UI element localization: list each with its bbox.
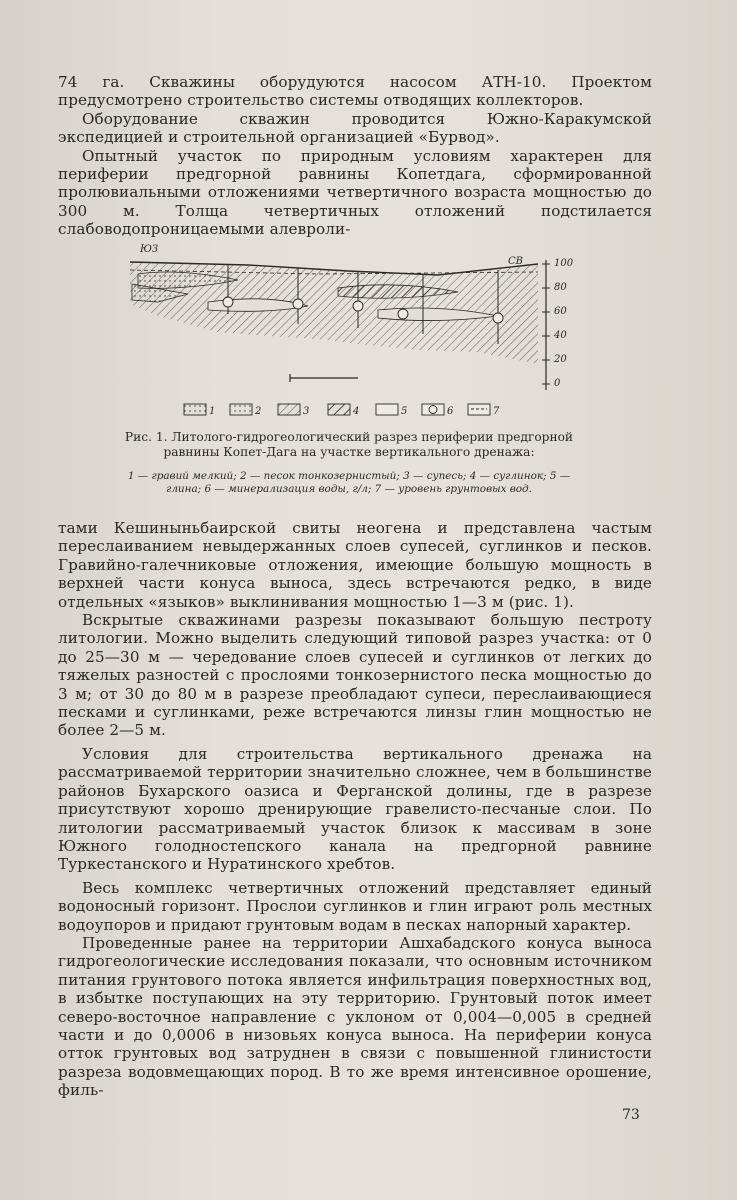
legend-number: 3 <box>303 406 310 417</box>
legend-number: 4 <box>353 406 360 417</box>
scale-tick: 40 <box>554 330 567 341</box>
figure-section-diagram <box>118 244 580 502</box>
legend-number: 2 <box>255 406 262 417</box>
legend-number: 7 <box>493 406 500 417</box>
scale-tick: 80 <box>554 282 567 293</box>
paragraph: Опытный участок по природным условиям характерен для периферии предгорной равнины Копетдага, сформированной пролювиальными отложениями четвертичного возраста мощностью до 300 м. Толща четвертичных отложений подстилается слабоводопроницаемыми алевроли- <box>58 146 652 239</box>
label-southwest: ЮЗ <box>140 244 159 255</box>
figure-caption: Рис. 1. Литолого-гидрогеологический разрез периферии предгорной равнины Копет-Дага на участке вертикального дренажа: <box>124 430 574 459</box>
paragraph: Вскрытые скважинами разрезы показывают большую пестроту литологии. Можно выделить следующий типовой разрез участка: от 0 до 25—30 м — чередование слоев супесей и суглинков от легких до тяжелых разностей с прослоями тонкозернистого песка мощностью до 3 м; от 30 до 80 м в разрезе преобладают супеси, переслаивающиеся песками и суглинками, реже встречаются линзы глин мощностью не более 2—5 м. <box>58 611 652 740</box>
paragraph: Оборудование скважин проводится Южно-Каракумской экспедицией и строительной организацией «Бурвод». <box>58 109 652 147</box>
top-text-block <box>58 73 652 239</box>
paragraph: Проведенные ранее на территории Ашхабадского конуса выноса гидрогеологические исследования показали, что основным источником питания грунтового потока является инфильтрация поверхностных вод, в избытке поступающих на эту территорию. Грунтовый поток имеет северо-восточное направление с уклоном от 0,004—0,005 в средней части и до 0,0006 в низовьях конуса выноса. На периферии конуса отток грунтовых вод затруднен в связи с повышенной глинистости разреза водовмещающих пород. В то же время интенсивное орошение, филь- <box>58 933 652 1100</box>
legend-number: 5 <box>401 406 408 417</box>
geological-section-drawing <box>118 244 580 424</box>
scale-tick: 0 <box>554 378 561 389</box>
figure-legend: 1 — гравий мелкий; 2 — песок тонкозернистый; 3 — супесь; 4 — суглинок; 5 — глина; 6 — минерализация воды, г/л; 7 — уровень грунтовых вод. <box>127 470 571 495</box>
paragraph: Весь комплекс четвертичных отложений представляет единый водоносный горизонт. Прослои суглинков и глин играют роль местных водоупоров и придают грунтовым водам в песках напорный характер. <box>58 878 652 934</box>
label-northeast: СВ <box>508 256 523 267</box>
legend-number: 6 <box>447 406 454 417</box>
paragraph: 74 га. Скважины оборудуются насосом АТН-10. Проектом предусмотрено строительство системы отводящих коллекторов. <box>58 73 652 110</box>
scale-tick: 60 <box>554 306 567 317</box>
bottom-text-block <box>58 519 652 1100</box>
legend-number: 1 <box>209 406 216 417</box>
scale-tick: 100 <box>554 258 574 269</box>
paragraph: Условия для строительства вертикального дренажа на рассматриваемой территории значительно сложнее, чем в большинстве районов Бухарского оазиса и Ферганской долины, где в разрезе присутствуют хорошо дренирующие гравелисто-песчаные слои. По литологии рассматриваемый участок близок к массивам в зоне Южного голодностепского канала на предгорной равнине Туркестанского и Нуратинского хребтов. <box>58 744 652 874</box>
scale-tick: 20 <box>554 354 567 365</box>
paragraph: тами Кешиныньбаирской свиты неогена и представлена частым переслаиванием невыдержанных слоев супесей, суглинков и песков. Гравийно-галечниковые отложения, имеющие большую мощность в верхней части конуса выноса, здесь встречаются редко, в виде отдельных «языков» выклинивания мощностью 1—3 м (рис. 1). <box>58 519 652 611</box>
page-number: 73 <box>622 1107 640 1123</box>
